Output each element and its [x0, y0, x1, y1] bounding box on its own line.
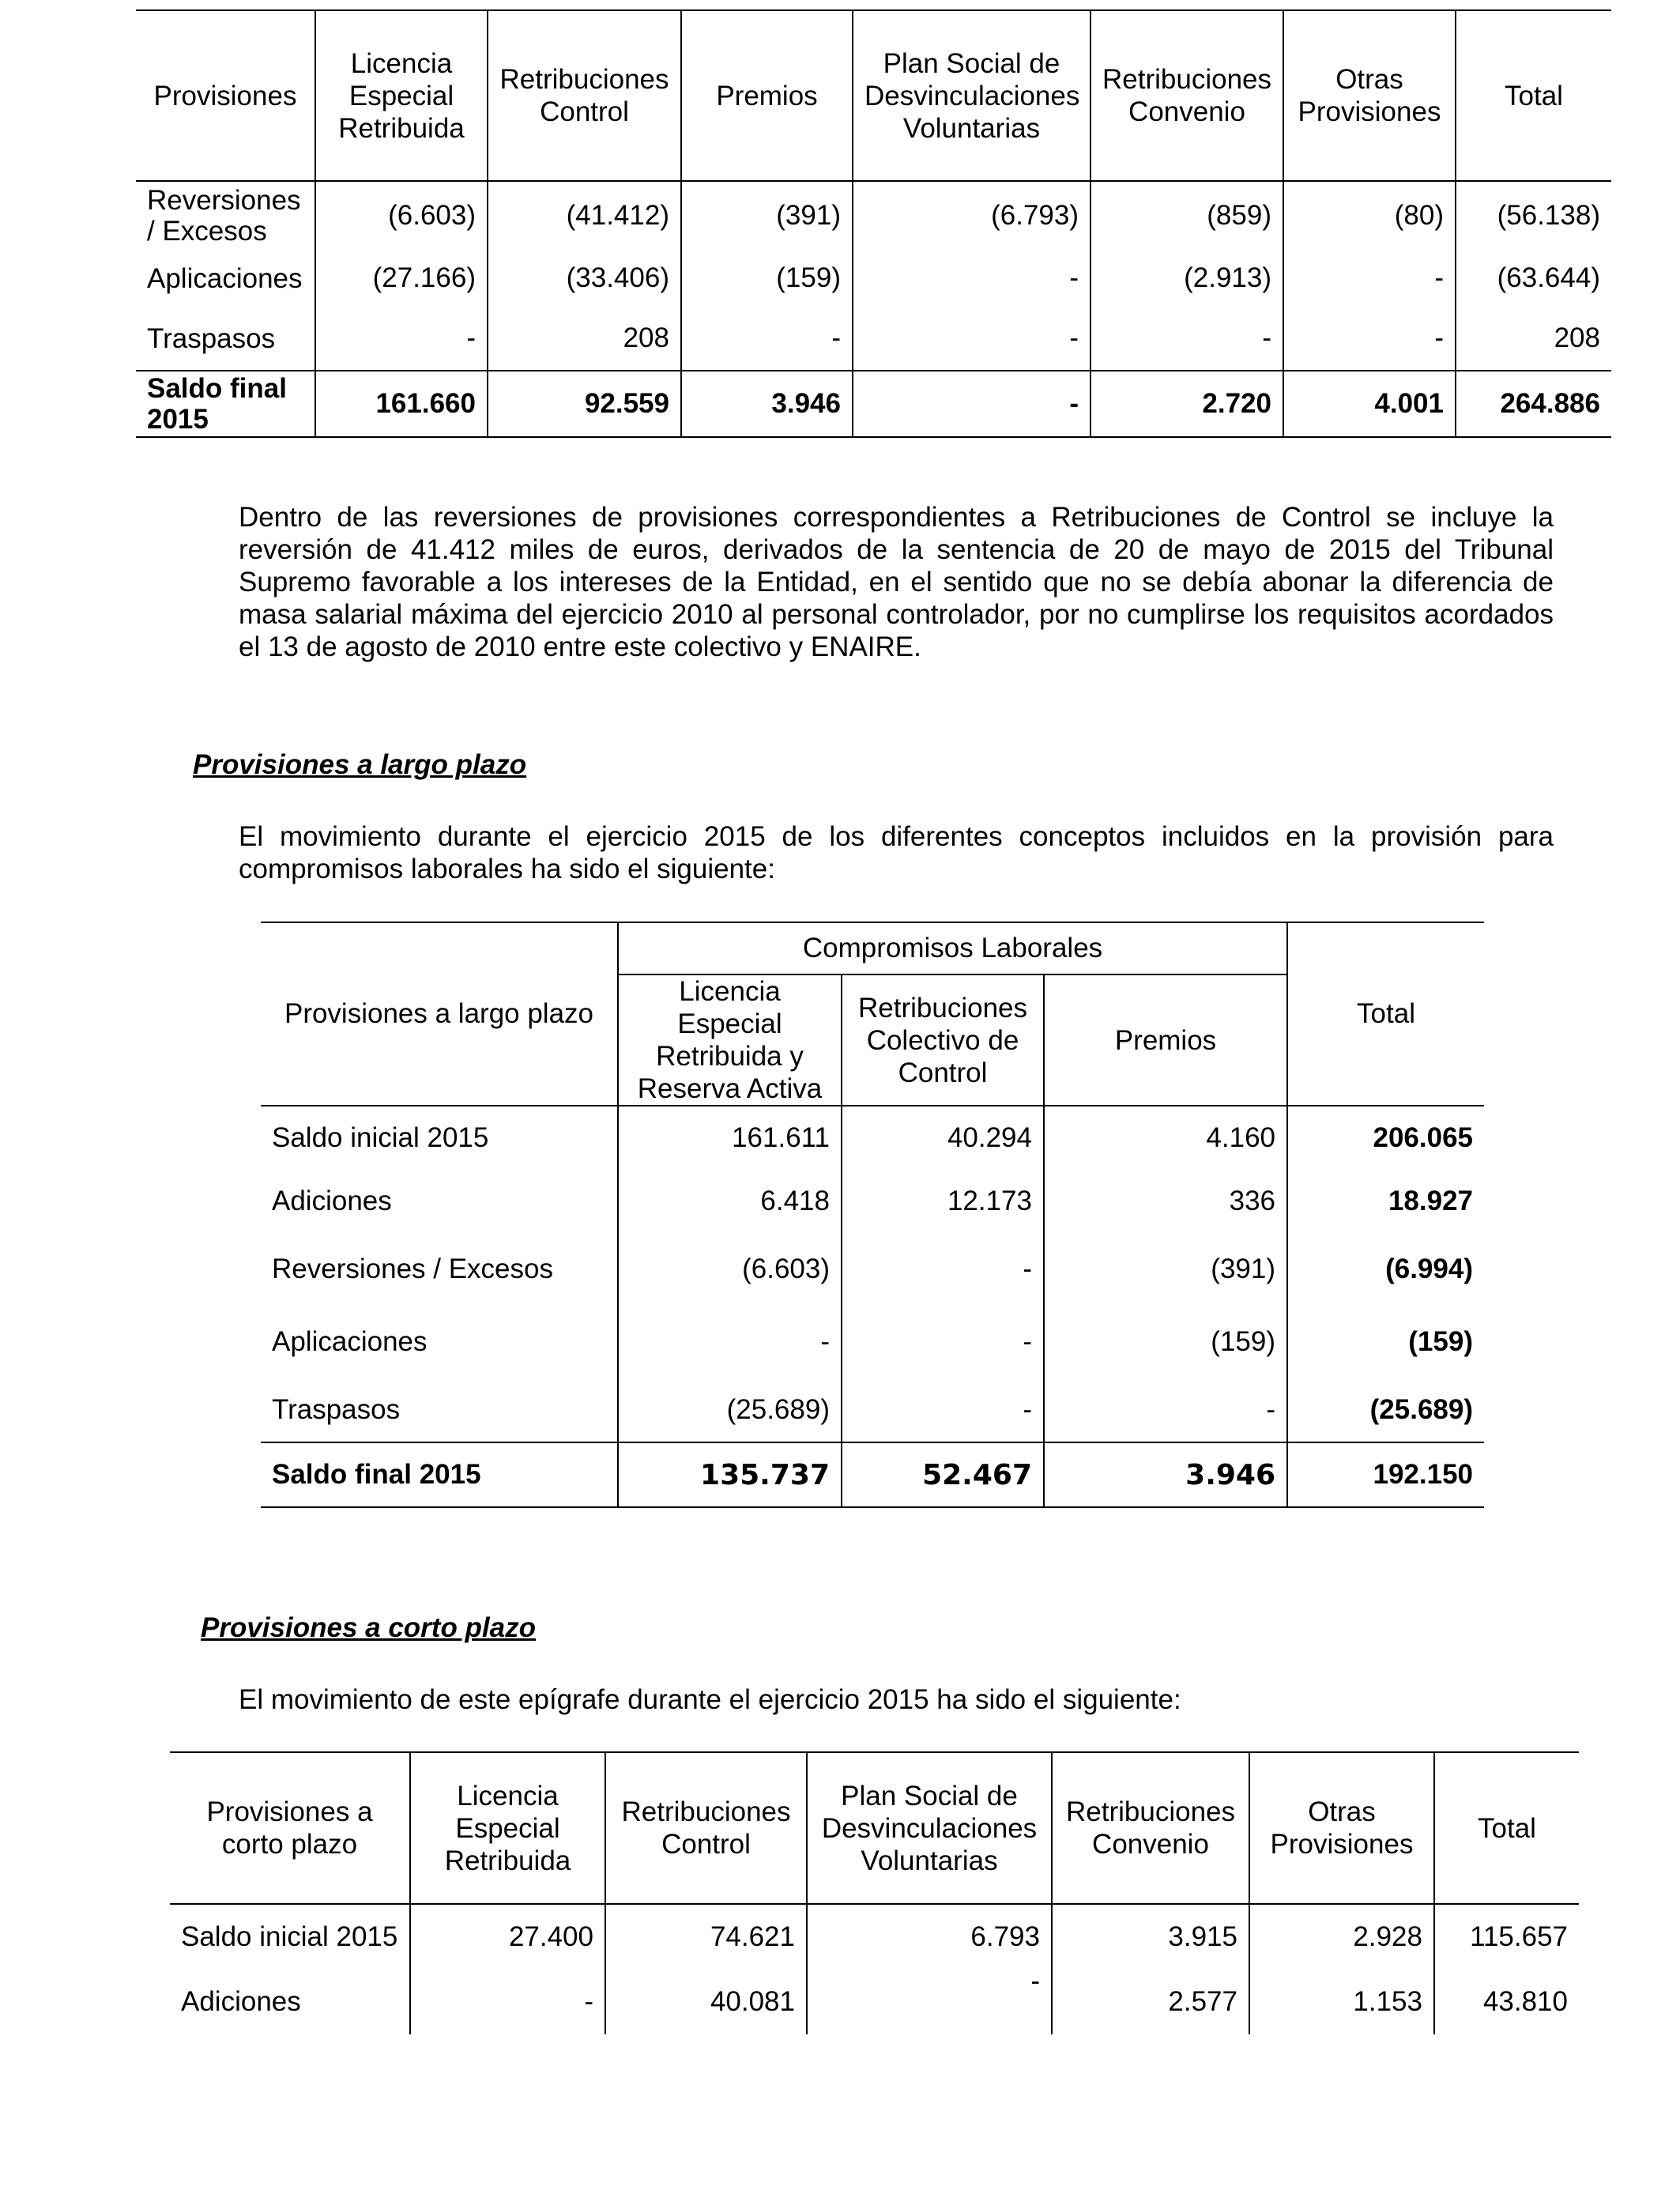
- cell-value: (6.603): [315, 181, 488, 250]
- cell-value: 336: [1044, 1170, 1287, 1233]
- cell-value: (27.166): [315, 250, 488, 307]
- header-licencia-reserva: Licencia Especial Retribuida y Reserva Activa: [618, 974, 842, 1106]
- table-row: [170, 1970, 1579, 2034]
- cell-total: 43.810: [1482, 1986, 1568, 2017]
- header-retribuciones-convenio: Retribuciones Convenio: [1052, 1752, 1249, 1904]
- table-row: [261, 1233, 1484, 1306]
- row-label: Saldo inicial 2015: [261, 1106, 618, 1170]
- table-provisiones-2015: [136, 9, 1611, 438]
- cell-value: 12.173: [842, 1170, 1044, 1233]
- cell-value: -: [315, 307, 488, 371]
- paragraph-reversiones: Dentro de las reversiones de provisiones correspondientes a Retribuciones de Control se incluye la reversión de 41.412 miles de euros, derivados de la sentencia de 20 de mayo de 2015 del Tribunal Supremo favorable a los intereses de la Entidad, en el sentido que no se debía abonar la diferencia de masa salarial máxima del ejercicio 2010 al personal controlador, por no cumplirse los requisitos acordados el 13 de agosto de 2010 entre este colectivo y ENAIRE.: [239, 502, 1554, 662]
- header-retribuciones-control: Retribuciones Control: [488, 10, 681, 181]
- header-licencia: Licencia Especial Retribuida: [315, 10, 488, 181]
- table-row: [136, 307, 1611, 371]
- cell-total: (63.644): [1497, 262, 1600, 293]
- row-label: Aplicaciones: [261, 1306, 618, 1378]
- cell-value: -: [853, 250, 1090, 307]
- cell-value: 92.559: [488, 371, 681, 437]
- cell-value: 4.001: [1283, 371, 1456, 437]
- header-plan-social: Plan Social de Desvinculaciones Voluntarias: [807, 1752, 1052, 1904]
- table-provisiones-corto-plazo: [170, 1751, 1579, 2034]
- cell-value: (159): [681, 250, 853, 307]
- cell-value: (159): [1044, 1306, 1287, 1378]
- cell-value: -: [1090, 307, 1283, 371]
- cell-value: (33.406): [488, 250, 681, 307]
- row-label: Reversiones / Excesos: [261, 1233, 618, 1306]
- cell-value: -: [842, 1306, 1044, 1378]
- row-label: Traspasos: [261, 1378, 618, 1442]
- table-row: [261, 1170, 1484, 1233]
- cell-total: (6.994): [1385, 1253, 1474, 1284]
- cell-value: -: [853, 307, 1090, 371]
- cell-value: (6.603): [618, 1233, 842, 1306]
- cell-value: -: [410, 1970, 605, 2034]
- cell-value: 40.081: [605, 1970, 807, 2034]
- row-label: Adiciones: [261, 1170, 618, 1233]
- cell-value: 3.946: [1044, 1442, 1287, 1507]
- header-provisiones-largo-plazo: Provisiones a largo plazo: [261, 922, 618, 1106]
- cell-value: 74.621: [605, 1904, 807, 1970]
- cell-total: 206.065: [1373, 1122, 1474, 1153]
- cell-value: 3.946: [681, 371, 853, 437]
- heading-provisiones-corto-plazo: Provisiones a corto plazo: [201, 1612, 536, 1643]
- cell-total: (25.689): [1369, 1394, 1474, 1425]
- cell-value: -: [842, 1233, 1044, 1306]
- header-otras-provisiones: Otras Provisiones: [1249, 1752, 1434, 1904]
- cell-value: 6.418: [618, 1170, 842, 1233]
- header-premios: Premios: [681, 10, 853, 181]
- header-premios: Premios: [1044, 974, 1287, 1106]
- header-plan-social: Plan Social de Desvinculaciones Voluntarias: [853, 10, 1090, 181]
- cell-value: [807, 1966, 1052, 2034]
- header-retribuciones-convenio: Retribuciones Convenio: [1090, 10, 1283, 181]
- header-provisiones-corto-plazo: Provisiones a corto plazo: [170, 1752, 410, 1904]
- header-total: Total: [1287, 922, 1484, 1106]
- cell-total: (159): [1408, 1326, 1474, 1357]
- table-row: [136, 250, 1611, 307]
- header-retribuciones-control: Retribuciones Control: [605, 1752, 807, 1904]
- paragraph-movimiento-corto: El movimiento de este epígrafe durante el ejercicio 2015 ha sido el siguiente:: [239, 1684, 1181, 1715]
- cell-value: 27.400: [410, 1904, 605, 1970]
- cell-value: (80): [1283, 181, 1456, 250]
- cell-value: 135.737: [618, 1442, 842, 1507]
- cell-value: -: [1283, 250, 1456, 307]
- cell-value: -: [853, 371, 1090, 437]
- row-label: Saldo inicial 2015: [170, 1904, 410, 1970]
- cell-value: (6.793): [853, 181, 1090, 250]
- row-label: Aplicaciones: [136, 250, 315, 307]
- cell-value: 161.660: [315, 371, 488, 437]
- row-label: Saldo final 2015: [261, 1442, 618, 1507]
- cell-value: 208: [488, 307, 681, 371]
- cell-value: 40.294: [842, 1106, 1044, 1170]
- header-provisiones: Provisiones: [136, 10, 315, 181]
- cell-value: (391): [681, 181, 853, 250]
- table-row: [261, 1306, 1484, 1378]
- cell-total: 208: [1554, 322, 1600, 353]
- table-row: [261, 1378, 1484, 1442]
- cell-total: 115.657: [1470, 1921, 1568, 1952]
- table-provisiones-largo-plazo: [261, 922, 1484, 1508]
- header-total: Total: [1456, 10, 1611, 181]
- row-label: Reversiones / Excesos: [136, 181, 315, 250]
- cell-value: 1.153: [1249, 1970, 1434, 2034]
- table-row: [261, 1106, 1484, 1170]
- cell-value: (25.689): [618, 1378, 842, 1442]
- cell-value: 3.915: [1052, 1904, 1249, 1970]
- cell-value: -: [842, 1378, 1044, 1442]
- header-otras-provisiones: Otras Provisiones: [1283, 10, 1456, 181]
- paragraph-movimiento-largo: El movimiento durante el ejercicio 2015 de los diferentes conceptos incluidos en la provisión para compromisos laborales ha sido el siguiente:: [239, 821, 1554, 884]
- row-label: Adiciones: [170, 1970, 410, 2034]
- header-retribuciones-colectivo: Retribuciones Colectivo de Control: [842, 974, 1044, 1106]
- cell-total: 18.927: [1388, 1186, 1474, 1216]
- cell-dash: -: [1030, 1966, 1040, 1996]
- cell-value: 6.793: [807, 1904, 1052, 1970]
- cell-value: (41.412): [488, 181, 681, 250]
- cell-value: 161.611: [618, 1106, 842, 1170]
- cell-value: 2.720: [1090, 371, 1283, 437]
- header-licencia: Licencia Especial Retribuida: [410, 1752, 605, 1904]
- cell-value: -: [1283, 307, 1456, 371]
- table-row: [170, 1904, 1579, 1970]
- row-label: Saldo final 2015: [136, 371, 315, 437]
- cell-value: (859): [1090, 181, 1283, 250]
- cell-value: 4.160: [1044, 1106, 1287, 1170]
- cell-value: (2.913): [1090, 250, 1283, 307]
- table-row: [136, 181, 1611, 250]
- cell-total: 192.150: [1287, 1442, 1484, 1507]
- row-label: Traspasos: [136, 307, 315, 371]
- table-row-saldo-final: [136, 371, 1611, 437]
- cell-total: 264.886: [1456, 371, 1611, 437]
- cell-value: 2.577: [1052, 1970, 1249, 2034]
- header-total: Total: [1434, 1752, 1579, 1904]
- cell-value: -: [681, 307, 853, 371]
- cell-total: (56.138): [1497, 200, 1600, 231]
- cell-value: (391): [1044, 1233, 1287, 1306]
- cell-value: 2.928: [1249, 1904, 1434, 1970]
- cell-value: -: [618, 1306, 842, 1378]
- cell-value: 52.467: [842, 1442, 1044, 1507]
- header-compromisos-laborales: Compromisos Laborales: [618, 922, 1287, 974]
- table-row-saldo-final: [261, 1442, 1484, 1507]
- heading-provisiones-largo-plazo: Provisiones a largo plazo: [193, 749, 527, 780]
- cell-value: -: [1044, 1378, 1287, 1442]
